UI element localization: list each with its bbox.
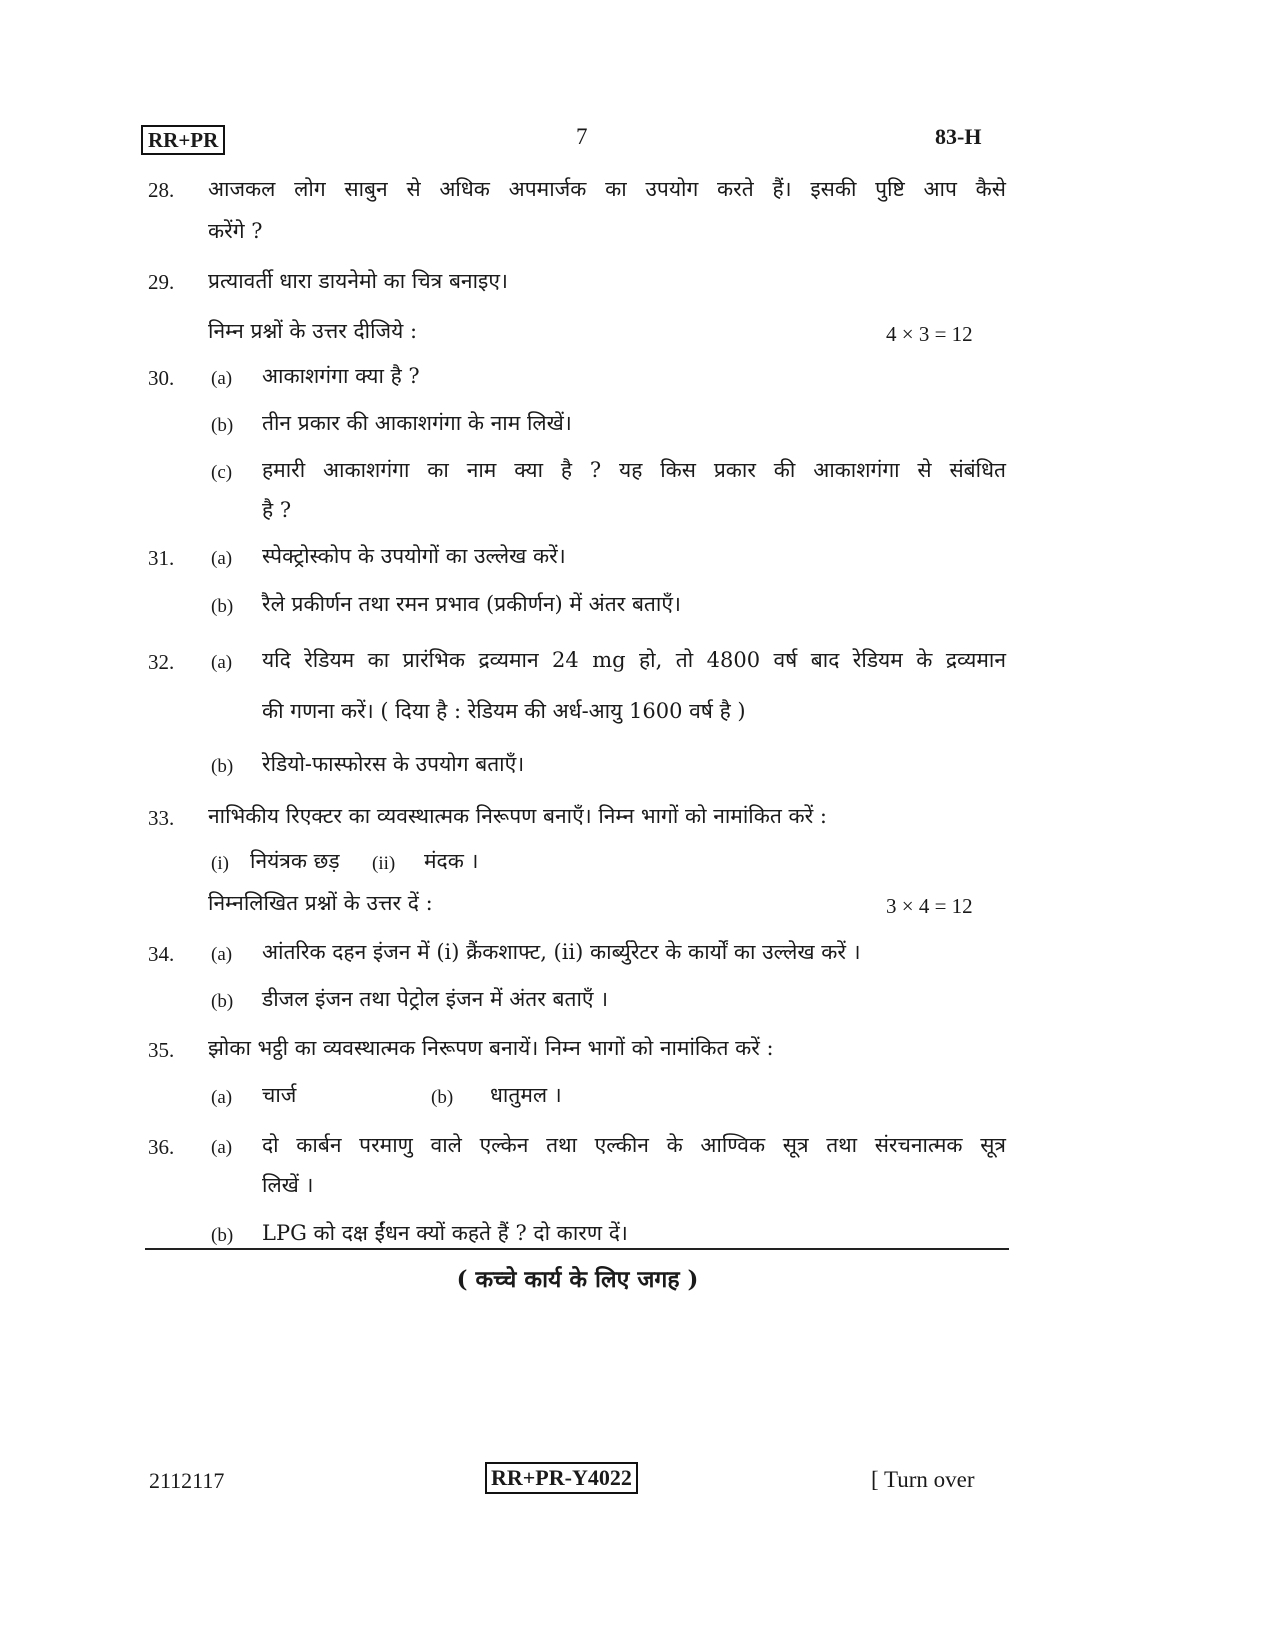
question-32-number: 32.	[148, 650, 175, 674]
question-30c-label: (c)	[211, 462, 233, 483]
question-33-number: 33.	[148, 806, 175, 830]
question-34b-text: डीजल इंजन तथा पेट्रोल इंजन में अंतर बताएँ ।	[262, 987, 609, 1011]
question-28-number: 28.	[148, 178, 175, 202]
question-36a-label: (a)	[211, 1137, 233, 1158]
question-30c-line1: हमारी आकाशगंगा का नाम क्या है ? यह किस प्रकार की आकाशगंगा से संबंधित	[262, 458, 1006, 482]
question-30-number: 30.	[148, 366, 175, 390]
turn-over-label: [ Turn over	[871, 1467, 975, 1492]
question-30a-label: (a)	[211, 368, 233, 389]
question-35-text: झोका भट्ठी का व्यवस्थात्मक निरूपण बनायें। निम्न भागों को नामांकित करें :	[208, 1036, 774, 1060]
question-30b-text: तीन प्रकार की आकाशगंगा के नाम लिखें।	[262, 411, 572, 435]
question-29-text: प्रत्यावर्ती धारा डायनेमो का चित्र बनाइए।	[208, 269, 508, 293]
question-34b-label: (b)	[211, 991, 234, 1012]
question-29-number: 29.	[148, 270, 175, 294]
question-35b-text: धातुमल ।	[490, 1083, 562, 1107]
footer-series-box: RR+PR-Y4022	[485, 1462, 638, 1494]
question-34-number: 34.	[148, 942, 175, 966]
question-31-number: 31.	[148, 546, 175, 570]
question-30b-label: (b)	[211, 415, 234, 436]
question-32b-label: (b)	[211, 756, 234, 777]
question-32a-label: (a)	[211, 652, 233, 673]
question-36-number: 36.	[148, 1135, 175, 1159]
question-33-ii-text: मंदक ।	[424, 849, 479, 873]
question-32a-line1: यदि रेडियम का प्रारंभिक द्रव्यमान 24 mg हो, तो 4800 वर्ष बाद रेडियम के द्रव्यमान	[262, 648, 1006, 672]
page-number: 7	[576, 124, 588, 149]
question-32b-text: रेडियो-फास्फोरस के उपयोग बताएँ।	[262, 752, 525, 776]
question-31b-label: (b)	[211, 596, 234, 617]
question-33-i-label: (i)	[211, 853, 229, 874]
question-36b-text: LPG को दक्ष ईंधन क्यों कहते हैं ? दो कारण दें।	[262, 1221, 628, 1245]
rough-work-heading: ( कच्चे कार्य के लिए जगह )	[456, 1266, 699, 1293]
question-36b-label: (b)	[211, 1225, 234, 1246]
question-34a-text: आंतरिक दहन इंजन में (i) क्रैंकशाफ्ट, (ii) कार्ब्युरेटर के कार्यों का उल्लेख करें ।	[262, 940, 861, 964]
question-33-text: नाभिकीय रिएक्टर का व्यवस्थात्मक निरूपण बनाएँ। निम्न भागों को नामांकित करें :	[208, 804, 827, 828]
question-35a-text: चार्ज	[262, 1083, 297, 1107]
paper-code: 83-H	[935, 124, 982, 149]
question-31a-label: (a)	[211, 548, 233, 569]
footer-code: 2112117	[149, 1468, 225, 1493]
question-35-number: 35.	[148, 1038, 175, 1062]
section-b-instruction: निम्नलिखित प्रश्नों के उत्तर दें :	[208, 891, 433, 915]
question-28-line2: करेंगे ?	[208, 219, 263, 243]
header-series-box: RR+PR	[141, 125, 225, 155]
question-30c-line2: है ?	[262, 498, 292, 522]
question-32a-line2: की गणना करें। ( दिया है : रेडियम की अर्ध-आयु 1600 वर्ष है )	[262, 699, 746, 723]
question-31a-text: स्पेक्ट्रोस्कोप के उपयोगों का उल्लेख करें।	[262, 544, 566, 568]
question-34a-label: (a)	[211, 944, 233, 965]
question-36a-line2: लिखें ।	[262, 1173, 314, 1197]
question-33-i-text: नियंत्रक छड़	[250, 849, 340, 873]
question-35b-label: (b)	[431, 1087, 454, 1108]
question-28-line1: आजकल लोग साबुन से अधिक अपमार्जक का उपयोग करते हैं। इसकी पुष्टि आप कैसे	[208, 177, 1006, 201]
question-36a-line1: दो कार्बन परमाणु वाले एल्केन तथा एल्कीन के आण्विक सूत्र तथा संरचनात्मक सूत्र	[262, 1133, 1006, 1157]
question-33-ii-label: (ii)	[372, 853, 396, 874]
section-b-marks: 3 × 4 = 12	[886, 894, 973, 918]
section-a-marks: 4 × 3 = 12	[886, 322, 973, 346]
section-a-instruction: निम्न प्रश्नों के उत्तर दीजिये :	[208, 319, 418, 343]
horizontal-rule	[145, 1248, 1009, 1250]
question-35a-label: (a)	[211, 1087, 233, 1108]
question-30a-text: आकाशगंगा क्या है ?	[262, 364, 420, 388]
question-31b-text: रैले प्रकीर्णन तथा रमन प्रभाव (प्रकीर्णन) में अंतर बताएँ।	[262, 592, 681, 616]
